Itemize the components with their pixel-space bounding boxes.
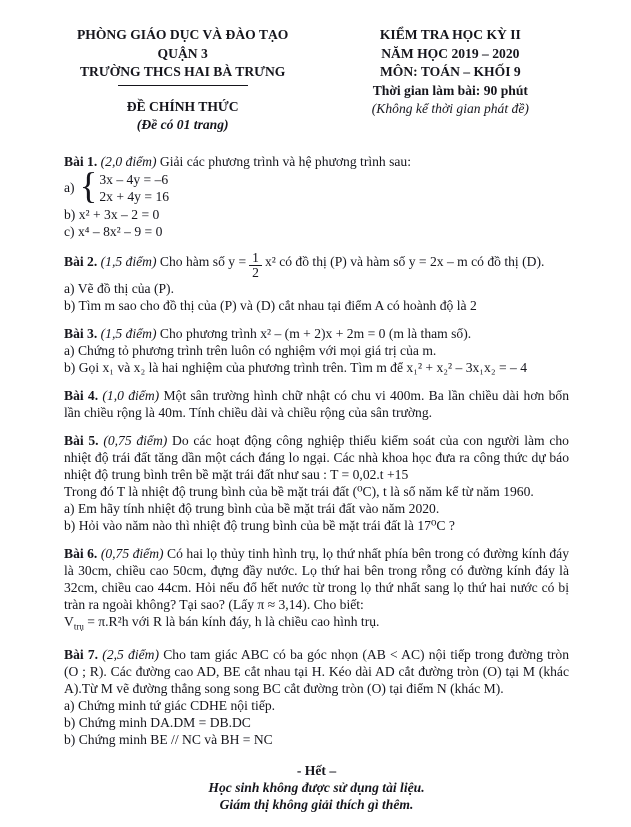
exam-header — [64, 26, 569, 135]
problem-3-item-a: a) Chứng tỏ phương trình trên luôn có nghiệm với mọi giá trị của m. — [64, 342, 437, 358]
problem-1 — [64, 153, 569, 240]
system-equations — [99, 171, 169, 205]
problem-4-text: Một sân trường hình chữ nhật có chu vi 400m. Ba lần chiều dài hơn bốn lần chiều rộng là 40m. Tính chiều dài và chiều rộng của sân trường. — [64, 387, 569, 420]
problem-5-points: (0,75 điểm) — [103, 432, 168, 448]
footer-note-2: Giám thị không giải thích gì thêm. — [219, 797, 414, 813]
department-name: PHÒNG GIÁO DỤC VÀ ĐÀO TẠO QUẬN 3 — [76, 27, 289, 61]
end-marker: - Hết – — [296, 763, 337, 779]
problem-7 — [64, 646, 569, 748]
problem-7-item-b1: b) Chứng minh DA.DM = DB.DC — [64, 715, 251, 731]
header-divider — [118, 85, 248, 86]
subject-grade: MÔN: TOÁN – KHỐI 9 — [379, 64, 521, 79]
school-name: TRƯỜNG THCS HAI BÀ TRƯNG — [79, 64, 286, 79]
volume-subscript: trụ — [73, 621, 84, 632]
part-a-label: a) — [64, 180, 75, 195]
exam-official-label: ĐỀ CHÍNH THỨC — [126, 98, 239, 114]
problem-5-text: Do các hoạt động công nghiệp thiếu kiểm soát của con người làm cho nhiệt độ trái đất tăng dần một cách đáng lo ngại. Các nhà khoa học đưa ra công thức dự báo nhiệt độ trung bình trên bề mặt trái đất như sau : T = 0,02.t +15 — [64, 432, 569, 482]
header-school-block — [64, 26, 301, 135]
problem-6-intro — [64, 545, 569, 613]
exam-footer — [64, 762, 569, 813]
problem-5-intro — [64, 432, 569, 483]
problem-6-formula — [64, 613, 569, 636]
problem-1-system — [64, 165, 569, 207]
problem-5-note: Trong đó T là nhiệt độ trung bình của bề mặt trái đất (⁰C), t là số năm kể từ năm 1960. — [64, 483, 534, 499]
problem-5 — [64, 432, 569, 534]
problem-6-label: Bài 6. — [64, 545, 98, 561]
fraction-denominator: 2 — [249, 265, 262, 280]
problem-7-points: (2,5 điểm) — [102, 647, 159, 663]
fraction-one-half — [249, 251, 262, 280]
problem-2-text-post: x² có đồ thị (P) và hàm số y = 2x – m có đồ thị (D). — [264, 253, 545, 269]
problem-7-item-a: a) Chứng minh tứ giác CDHE nội tiếp. — [64, 698, 276, 714]
problem-2-item-b: b) Tìm m sao cho đồ thị của (P) và (D) cắt nhau tại điểm A có hoành độ là 2 — [64, 297, 477, 313]
duration: Thời gian làm bài: 90 phút — [372, 82, 528, 98]
problem-3-item-b: b) Gọi x₁ và x₂ là hai nghiệm của phương trình trên. Tìm m để x₁² + x₂² – 3x₁x₂ = – 4 — [64, 359, 528, 375]
volume-symbol: V — [64, 613, 74, 629]
problem-6 — [64, 545, 569, 636]
system-equation-2: 2x + 4y = 16 — [99, 188, 170, 204]
problem-3 — [64, 325, 569, 376]
problem-5-item-b: b) Hỏi vào năm nào thì nhiệt độ trung bình của bề mặt trái đất là 17⁰C ? — [64, 517, 455, 533]
problem-1-text: Giải các phương trình và hệ phương trình sau: — [159, 153, 412, 169]
problem-1-item-b: b) x² + 3x – 2 = 0 — [64, 206, 160, 222]
volume-formula-text: = π.R²h với R là bán kính đáy, h là chiều cao hình trụ. — [83, 613, 380, 629]
problem-7-item-b2: b) Chứng minh BE // NC và BH = NC — [64, 732, 273, 748]
problem-4-label: Bài 4. — [64, 387, 99, 403]
footer-note-1: Học sinh không được sử dụng tài liệu. — [208, 780, 425, 796]
problem-2-label: Bài 2. — [64, 253, 98, 269]
problem-7-intro — [64, 646, 569, 697]
page-count-note: (Đề có 01 trang) — [136, 117, 229, 132]
header-exam-block — [332, 26, 569, 135]
problem-3-label: Bài 3. — [64, 325, 98, 341]
problem-6-text: Có hai lọ thủy tinh hình trụ, lọ thứ nhất phía bên trong có đường kính đáy là 30cm, chiều cao 50cm, đựng đầy nước. Lọ thứ hai bên trong rỗng có đường kính đáy là 32cm, chiều cao 44cm. Hỏi nếu đổ hết nước từ trong lọ thứ nhất sang lọ thứ hai nước có bị tràn ra ngoài không? Tại sao? (Lấy π ≈ 3,14). Cho biết: — [64, 545, 569, 612]
problem-7-text: Cho tam giác ABC có ba góc nhọn (AB < AC) nội tiếp trong đường tròn (O ; R). Các đường cao AD, BE cắt nhau tại H. Kéo dài AD cắt đường tròn (O) tại M (khác A).Từ M vẽ đường thẳng song song BC cắt đường tròn (O) tại điểm N (khác M). — [64, 647, 570, 697]
problem-1-item-c: c) x⁴ – 8x² – 9 = 0 — [64, 223, 163, 239]
problem-4 — [64, 387, 569, 421]
fraction-numerator: 1 — [252, 249, 259, 265]
problem-1-points: (2,0 điểm) — [100, 153, 157, 169]
problem-2-intro — [64, 251, 569, 280]
exam-title: KIỂM TRA HỌC KỲ II — [379, 27, 521, 42]
problem-1-label: Bài 1. — [64, 153, 98, 169]
problem-5-label: Bài 5. — [64, 432, 99, 448]
problem-1-intro — [64, 153, 569, 170]
problem-3-intro — [64, 325, 569, 342]
problem-2-points: (1,5 điểm) — [100, 253, 157, 269]
problem-3-points: (1,5 điểm) — [100, 325, 157, 341]
school-year: NĂM HỌC 2019 – 2020 — [381, 45, 520, 61]
system-equation-1: 3x – 4y = –6 — [99, 171, 169, 187]
problem-3-text: Cho phương trình x² – (m + 2)x + 2m = 0 (m là tham số). — [159, 325, 472, 341]
problem-4-points: (1,0 điểm) — [102, 387, 160, 403]
problem-2 — [64, 251, 569, 314]
problem-2-item-a: a) Vẽ đồ thị của (P). — [64, 280, 174, 296]
duration-note: (Không kể thời gian phát đề) — [371, 101, 529, 116]
problem-5-item-a: a) Em hãy tính nhiệt độ trung bình của bề mặt trái đất vào năm 2020. — [64, 500, 440, 516]
system-brace-icon: { — [79, 165, 98, 207]
problem-4-intro — [64, 387, 569, 421]
problem-2-text-pre: Cho hàm số y = — [159, 253, 247, 269]
problem-6-points: (0,75 điểm) — [100, 545, 164, 561]
problem-7-label: Bài 7. — [64, 647, 99, 663]
